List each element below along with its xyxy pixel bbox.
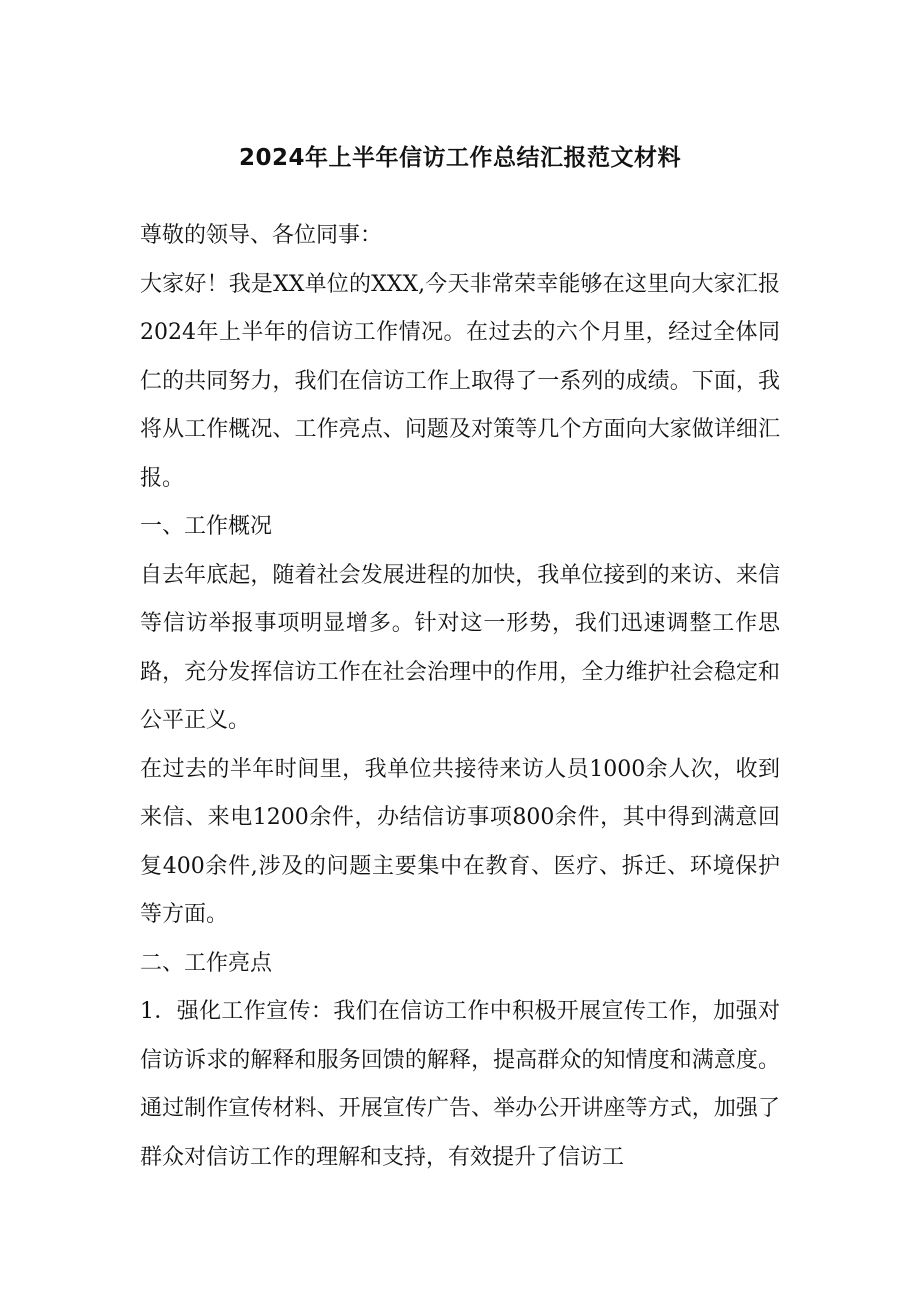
overview-paragraph: 自去年底起，随着社会发展进程的加快，我单位接到的来访、来信等信访举报事项明显增多。针对这一形势，我们迅速调整工作思路，充分发挥信访工作在社会治理中的作用，全力维护社会稳定和公平正义。: [140, 562, 780, 733]
document-title: 2024年上半年信访工作总结汇报范文材料: [238, 145, 681, 171]
statistics-paragraph: 在过去的半年时间里，我单位共接待来访人员1000余人次，收到来信、来电1200余件，办结信访事项800余件，其中得到满意回复400余件,涉及的问题主要集中在教育、医疗、拆迁、环境保护等方面。: [140, 756, 780, 927]
salutation-paragraph: 尊敬的领导、各位同事：: [140, 223, 383, 248]
section-heading-highlights: 二、工作亮点: [140, 950, 273, 976]
document-body: [140, 212, 780, 1182]
section-heading-overview: 一、工作概况: [140, 514, 273, 539]
opening-paragraph: 大家好！我是XX单位的XXX,今天非常荣幸能够在这里向大家汇报2024年上半年的信访工作情况。在过去的六个月里，经过全体同仁的共同努力，我们在信访工作上取得了一系列的成绩。下面，我将从工作概况、工作亮点、问题及对策等几个方面向大家做详细汇报。: [140, 271, 780, 491]
highlight-item-paragraph: 1．强化工作宣传：我们在信访工作中积极开展宣传工作，加强对信访诉求的解释和服务回馈的解释，提高群众的知情度和满意度。通过制作宣传材料、开展宣传广告、举办公开讲座等方式，加强了群众对信访工作的理解和支持，有效提升了信访工: [140, 999, 780, 1170]
